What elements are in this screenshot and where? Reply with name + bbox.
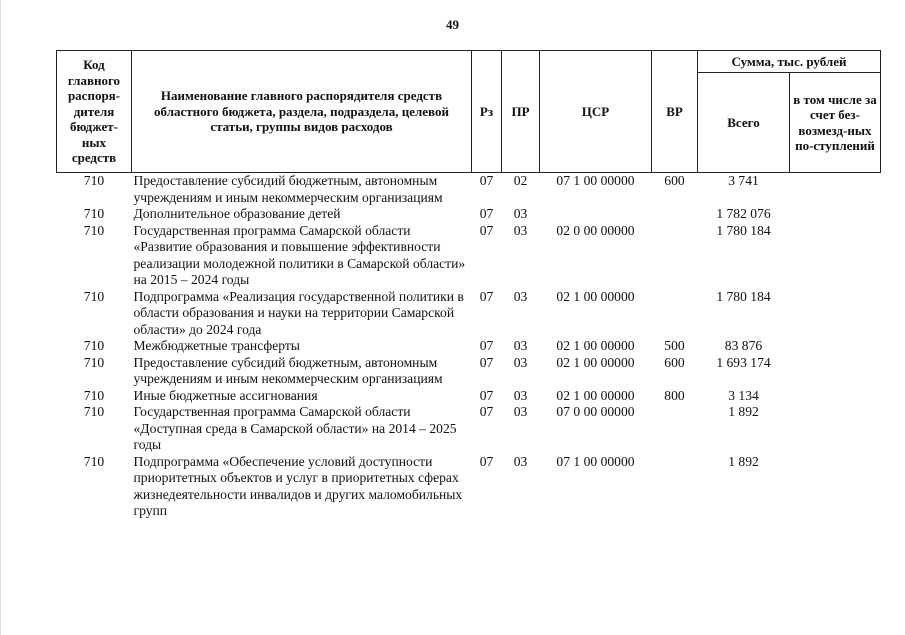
cell-csr: 02 0 00 00000 [556, 222, 635, 238]
cell-vr: 600 [664, 354, 685, 370]
cell-name: Межбюджетные трансферты [133, 338, 300, 353]
cell-name: Иные бюджетные ассигнования [133, 387, 318, 403]
header-vr: ВР [652, 51, 698, 173]
cell-rz: 07 [479, 206, 494, 221]
cell-free [790, 404, 881, 454]
cell-vr [652, 223, 698, 289]
cell-total: 83 876 [724, 338, 763, 353]
budget-table [56, 50, 881, 520]
cell-name: Государственная программа Самарской области «Развитие образования и повышение эффективности реализации молодежной политики в Самарской области» на 2015 – 2024 годы [133, 222, 466, 287]
cell-vr [652, 206, 698, 223]
table-row [57, 223, 881, 289]
cell-code: 710 [83, 338, 105, 353]
cell-pr: 03 [513, 387, 528, 403]
cell-total: 1 892 [728, 404, 759, 419]
cell-code: 710 [83, 404, 105, 419]
header-sum: Сумма, тыс. рублей [698, 51, 881, 73]
table-row [57, 404, 881, 454]
cell-rz: 07 [479, 222, 494, 238]
cell-rz: 07 [479, 338, 494, 353]
cell-csr: 07 0 00 00000 [556, 404, 635, 419]
table-body [57, 173, 881, 520]
cell-rz: 07 [479, 354, 494, 370]
cell-free [790, 454, 881, 520]
cell-total: 3 134 [728, 387, 759, 403]
cell-pr: 03 [513, 222, 528, 238]
cell-free [790, 338, 881, 355]
cell-code: 710 [83, 222, 105, 238]
table-row [57, 338, 881, 355]
header-csr: ЦСР [540, 51, 652, 173]
cell-rz: 07 [479, 288, 494, 304]
header-code: Код главного распоря-дителя бюджет-ных средств [57, 51, 132, 173]
table-row [57, 289, 881, 339]
cell-vr [652, 454, 698, 520]
cell-csr: 07 1 00 00000 [556, 173, 635, 188]
cell-name: Подпрограмма «Реализация государственной политики в области образования и науки на территории Самарской области» до 2024 года [133, 288, 464, 337]
cell-code: 710 [83, 206, 105, 221]
cell-csr [540, 206, 652, 223]
table-row [57, 454, 881, 520]
page-number: 49 [446, 17, 459, 32]
header-name: Наименование главного распорядителя средств областного бюджета, раздела, подраздела, целевой статьи, группы видов расходов [132, 51, 472, 173]
cell-name: Дополнительное образование детей [133, 206, 341, 221]
table-row [57, 206, 881, 223]
header-pr: ПР [502, 51, 540, 173]
cell-csr: 02 1 00 00000 [556, 354, 635, 370]
cell-free [790, 223, 881, 289]
cell-vr: 800 [664, 387, 685, 403]
cell-csr: 02 1 00 00000 [556, 387, 635, 403]
cell-total: 1 782 076 [716, 206, 771, 221]
cell-pr: 03 [513, 404, 528, 419]
cell-rz: 07 [479, 453, 494, 469]
cell-free [790, 388, 881, 405]
cell-name: Предоставление субсидий бюджетным, автономным учреждениям и иным некоммерческим организациям [133, 173, 443, 205]
cell-rz: 07 [479, 387, 494, 403]
cell-total: 1 693 174 [716, 354, 771, 370]
table-row [57, 388, 881, 405]
cell-csr: 02 1 00 00000 [556, 338, 635, 353]
cell-code: 710 [83, 173, 105, 188]
cell-pr: 03 [513, 288, 528, 304]
cell-pr: 03 [513, 354, 528, 370]
cell-pr: 03 [513, 206, 528, 221]
header-total: Всего [698, 73, 790, 173]
cell-vr: 600 [664, 173, 685, 188]
cell-rz: 07 [479, 173, 494, 188]
cell-vr: 500 [664, 338, 685, 353]
cell-csr: 07 1 00 00000 [556, 453, 635, 469]
cell-csr: 02 1 00 00000 [556, 288, 635, 304]
cell-free [790, 289, 881, 339]
cell-total: 1 892 [728, 453, 759, 469]
table-row [57, 173, 881, 207]
cell-rz: 07 [479, 404, 494, 419]
header-free: в том числе за счет без-возмезд-ных по-ступлений [790, 73, 881, 173]
cell-vr [652, 404, 698, 454]
cell-free [790, 173, 881, 207]
cell-name: Государственная программа Самарской области «Доступная среда в Самарской области» на 2014 – 2025 годы [133, 404, 457, 452]
scan-edge-left [0, 0, 1, 635]
table-row [57, 355, 881, 388]
cell-name: Подпрограмма «Обеспечение условий доступности приоритетных объектов и услуг в приоритетных сферах жизнедеятельности инвалидов и других маломобильных групп [133, 453, 463, 518]
cell-total: 1 780 184 [716, 222, 771, 238]
header-rz: Рз [472, 51, 502, 173]
cell-pr: 03 [513, 453, 528, 469]
cell-total: 3 741 [728, 173, 759, 188]
cell-code: 710 [83, 354, 105, 370]
cell-vr [652, 289, 698, 339]
cell-free [790, 355, 881, 388]
cell-code: 710 [83, 453, 105, 469]
table-header [57, 51, 881, 173]
cell-pr: 02 [513, 173, 528, 188]
cell-code: 710 [83, 288, 105, 304]
cell-free [790, 206, 881, 223]
cell-pr: 03 [513, 338, 528, 353]
cell-code: 710 [83, 387, 105, 403]
cell-name: Предоставление субсидий бюджетным, автономным учреждениям и иным некоммерческим организациям [133, 354, 443, 386]
cell-total: 1 780 184 [716, 288, 771, 304]
